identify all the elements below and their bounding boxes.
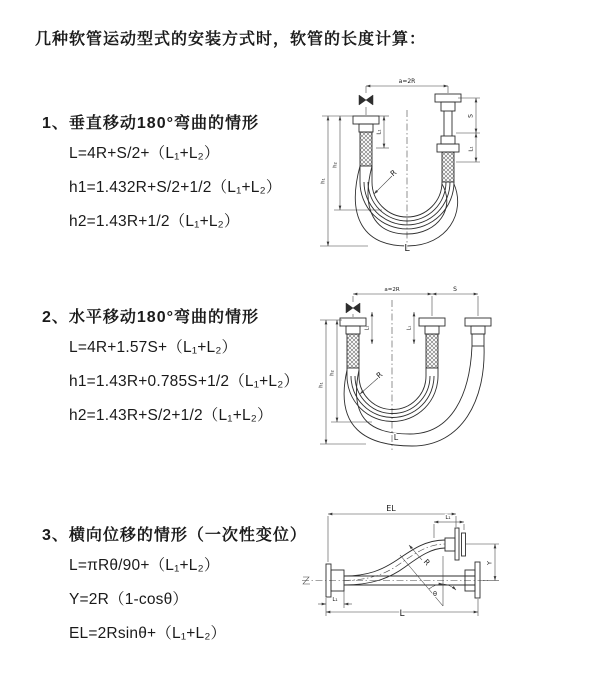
valve-icon xyxy=(346,303,360,313)
section-lateral-displacement xyxy=(42,522,307,643)
formula: L=4R+1.57S+（L₁+L₂） xyxy=(69,339,238,356)
dim-label-l1-bottom: L₁ xyxy=(332,597,338,603)
diagram-lateral-displacement xyxy=(296,500,594,648)
dim-label-y: Y xyxy=(485,561,494,565)
diagram-horizontal-180-bend xyxy=(310,280,524,458)
formula: h2=1.43R+1/2（L₁+L₂） xyxy=(69,213,240,230)
dim-label-l: L xyxy=(399,609,405,619)
hose-drawing xyxy=(340,318,491,446)
dimension-lines xyxy=(320,86,480,246)
dim-label-h2: h₂ xyxy=(332,162,339,168)
formula: EL=2Rsinθ+（L₁+L₂） xyxy=(69,625,227,642)
formula: h1=1.432R+S/2+1/2（L₁+L₂） xyxy=(69,179,282,196)
section-2-heading: 2、水平移动180°弯曲的情形 xyxy=(42,309,259,326)
dim-label-a2r: a=2R xyxy=(398,78,416,85)
dim-label-h1: h₁ xyxy=(320,178,327,184)
dim-label-a2r: a=2R xyxy=(384,287,400,293)
dim-label-l1-left: L₁ xyxy=(376,129,383,135)
section-1-heading: 1、垂直移动180°弯曲的情形 xyxy=(42,115,259,132)
formula: L=πRθ/90+（L₁+L₂） xyxy=(69,557,220,574)
dim-label-h1: h₁ xyxy=(318,382,325,388)
formula: L=4R+S/2+（L₁+L₂） xyxy=(69,145,220,162)
dim-label-r: R xyxy=(388,167,399,179)
dim-label-l: L xyxy=(404,243,410,254)
section-vertical-movement xyxy=(42,110,282,231)
hose-drawing xyxy=(326,528,480,598)
valve-icon xyxy=(359,95,373,105)
dim-label-l1-mid: L₁ xyxy=(406,325,413,331)
formula: h1=1.43R+0.785S+1/2（L₁+L₂） xyxy=(69,373,300,390)
dim-label-el: EL xyxy=(386,504,396,513)
dim-label-theta: θ xyxy=(433,590,437,598)
dim-label-h2: h₂ xyxy=(329,370,336,376)
diagram-vertical-180-bend xyxy=(308,70,508,265)
formula: h2=1.43R+S/2+1/2（L₁+L₂） xyxy=(69,407,273,424)
dim-label-s: S xyxy=(453,286,457,293)
dim-label-l1-right: L₁ xyxy=(468,146,475,152)
dim-label-r: R xyxy=(374,369,385,381)
dim-label-l: L xyxy=(393,433,399,442)
dim-label-l1-left: L₁ xyxy=(364,325,371,331)
dim-label-r: R xyxy=(421,557,432,568)
page-title: 几种软管运动型式的安装方式时，软管的长度计算： xyxy=(35,31,427,48)
section-horizontal-movement xyxy=(42,304,299,425)
dim-label-s: S xyxy=(467,114,475,118)
dimension-lines xyxy=(318,514,499,616)
section-3-heading: 3、横向位移的情形（一次性变位） xyxy=(42,527,307,544)
formula: Y=2R（1-cosθ） xyxy=(69,591,189,608)
dim-label-l1-top: L₁ xyxy=(445,515,451,521)
